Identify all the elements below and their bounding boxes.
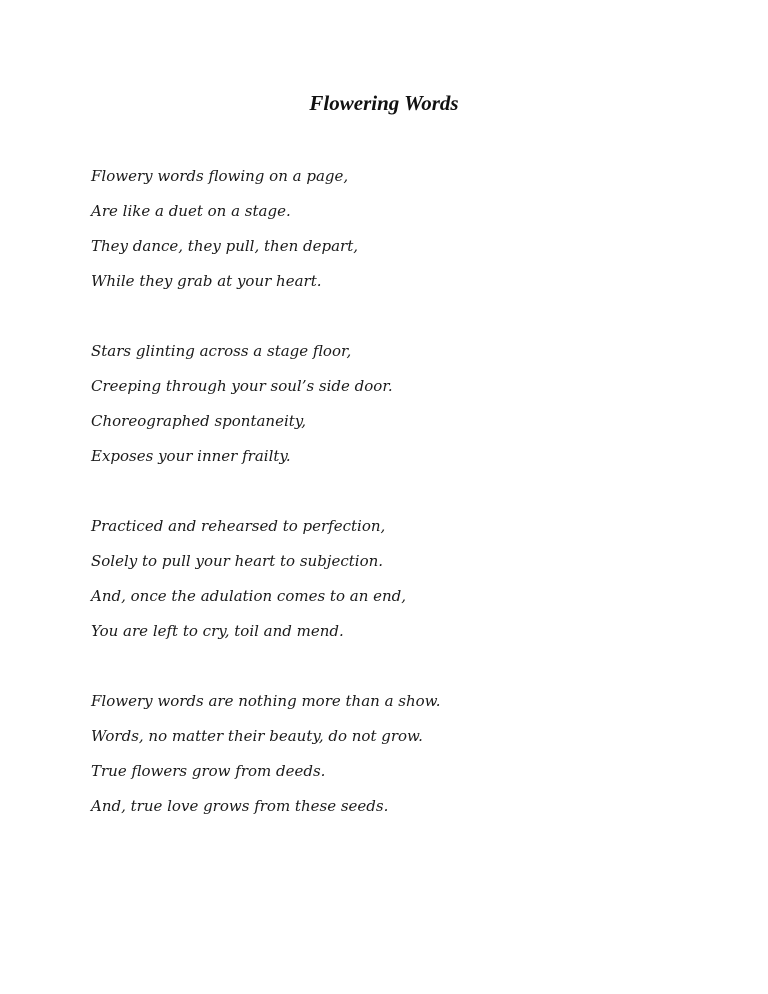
poem-line: While they grab at your heart. — [91, 272, 322, 290]
poem-title: Flowering Words — [309, 91, 459, 115]
poem-line: And, once the adulation comes to an end, — [91, 587, 407, 605]
poem-line: Stars glinting across a stage floor, — [91, 342, 352, 360]
poem-body — [91, 164, 711, 864]
poem-line: Choreographed spontaneity, — [91, 412, 307, 430]
poem-line: Solely to pull your heart to subjection. — [91, 552, 384, 570]
stanza-3 — [91, 514, 711, 654]
poem-line: Are like a duet on a stage. — [91, 202, 291, 220]
poem-line: Creeping through your soul’s side door. — [91, 377, 393, 395]
stanza-4 — [91, 689, 711, 829]
poem-line: Words, no matter their beauty, do not grow. — [91, 727, 423, 745]
poem-line: You are left to cry, toil and mend. — [91, 622, 344, 640]
poem-line: Practiced and rehearsed to perfection, — [91, 517, 386, 535]
poem-line: Exposes your inner frailty. — [91, 447, 291, 465]
poem-line: They dance, they pull, then depart, — [91, 237, 358, 255]
poem-line: Flowery words flowing on a page, — [91, 167, 349, 185]
stanza-1 — [91, 164, 711, 304]
poem-line: True flowers grow from deeds. — [91, 762, 326, 780]
stanza-2 — [91, 339, 711, 479]
poem-line: Flowery words are nothing more than a show. — [91, 692, 441, 710]
poem-line: And, true love grows from these seeds. — [91, 797, 389, 815]
